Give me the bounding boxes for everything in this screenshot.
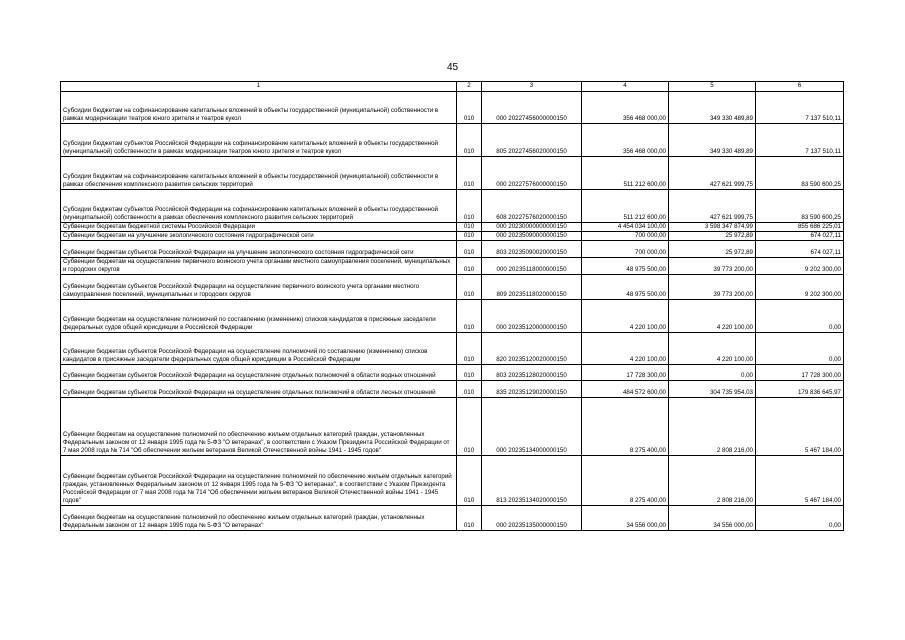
- row-rest: 9 202 300,00: [756, 275, 844, 300]
- row-rest: 83 590 600,25: [756, 157, 844, 190]
- row-exec: 0,00: [669, 365, 756, 381]
- row-name: Субвенции бюджетам субъектов Российской Федерации на осуществление полномочий по составлению (изменению) списков кандидатов в присяжные заседатели федеральных судов общей юрисдикции в Российской Федерации: [61, 333, 457, 365]
- row-rest: 0,00: [756, 300, 844, 333]
- row-rest: 0,00: [756, 333, 844, 365]
- row-rest: 0,00: [756, 506, 844, 531]
- row-kbk: 803 20235090020000150: [482, 241, 582, 258]
- row-name: Субвенции бюджетам субъектов Российской Федерации на улучшение экологического состояния гидрографической сети: [61, 241, 457, 258]
- row-name: Субвенции бюджетам на осуществление полномочий по обеспечению жильем отдельных категорий граждан, установленных Федеральным законом от 12 января 1995 года № 5-ФЗ "О ветеранах", в соответствии с Указом Президента Российской Федерации от 7 мая 2008 года № 714 "Об обеспечении жильем ветеранов Великой Отечественной войны 1941 - 1945 годов": [61, 398, 457, 456]
- page-number: 45: [446, 62, 459, 73]
- row-kbk: 809 20235118020000150: [482, 275, 582, 300]
- row-kbk: 835 20235129020000150: [482, 381, 582, 398]
- row-kbk: 803 20235128020000150: [482, 365, 582, 381]
- row-code: 010: [457, 381, 482, 398]
- row-code: 010: [457, 157, 482, 190]
- row-name: Субвенции бюджетам на осуществление первичного воинского учета органами местного самоуправления поселений, муниципальных и городских округов: [61, 258, 457, 275]
- row-kbk: 000 20235090000000150: [482, 232, 582, 241]
- row-plan: 17 728 300,00: [582, 365, 669, 381]
- row-code: 010: [457, 333, 482, 365]
- row-name: Субвенции бюджетам субъектов Российской Федерации на осуществление отдельных полномочий в области лесных отношений: [61, 381, 457, 398]
- row-kbk: 000 20230000000000150: [482, 223, 582, 232]
- row-name: Субвенции бюджетам субъектов Российской Федерации на осуществление отдельных полномочий в области водных отношений: [61, 365, 457, 381]
- table-row: [61, 157, 844, 190]
- column-header: 1: [61, 82, 457, 92]
- row-kbk: 000 20235134000000150: [482, 398, 582, 456]
- row-kbk: 813 20235134020000150: [482, 456, 582, 506]
- column-header: 2: [457, 82, 482, 92]
- row-rest: 83 590 600,25: [756, 190, 844, 223]
- row-name: Субсидии бюджетам на софинансирование капитальных вложений в объекты государственной (муниципальной) собственности в рамках модернизации театров юного зрителя и театров кукол: [61, 92, 457, 124]
- row-plan: 48 975 500,00: [582, 258, 669, 275]
- table-row: [61, 381, 844, 398]
- row-rest: 855 686 225,01: [756, 223, 844, 232]
- row-code: 010: [457, 223, 482, 232]
- table-row: [61, 232, 844, 241]
- table-row: [61, 258, 844, 275]
- table-row: [61, 124, 844, 157]
- row-code: 010: [457, 232, 482, 241]
- row-plan: 8 275 400,00: [582, 398, 669, 456]
- row-rest: 7 137 510,11: [756, 124, 844, 157]
- row-exec: 34 556 000,00: [669, 506, 756, 531]
- row-kbk: 805 20227456020000150: [482, 124, 582, 157]
- row-exec: 427 621 999,75: [669, 157, 756, 190]
- row-plan: 511 212 600,00: [582, 190, 669, 223]
- row-rest: 17 728 300,00: [756, 365, 844, 381]
- row-plan: 356 468 000,00: [582, 92, 669, 124]
- row-kbk: 000 20227456000000150: [482, 92, 582, 124]
- row-exec: 25 972,89: [669, 232, 756, 241]
- table-row: [61, 275, 844, 300]
- row-code: 010: [457, 365, 482, 381]
- row-code: 010: [457, 92, 482, 124]
- row-exec: 25 972,89: [669, 241, 756, 258]
- row-rest: 5 467 184,00: [756, 398, 844, 456]
- table-row: [61, 398, 844, 456]
- row-plan: 700 000,00: [582, 241, 669, 258]
- row-plan: 700 000,00: [582, 232, 669, 241]
- row-code: 010: [457, 300, 482, 333]
- row-exec: 2 808 216,00: [669, 398, 756, 456]
- row-exec: 349 330 489,89: [669, 124, 756, 157]
- row-kbk: 608 20227576020000150: [482, 190, 582, 223]
- table-row: [61, 300, 844, 333]
- table-row: [61, 365, 844, 381]
- row-exec: 304 735 954,03: [669, 381, 756, 398]
- row-code: 010: [457, 258, 482, 275]
- table-row: [61, 241, 844, 258]
- row-kbk: 000 20227576000000150: [482, 157, 582, 190]
- table-row: [61, 223, 844, 232]
- row-code: 010: [457, 456, 482, 506]
- row-exec: 427 621 999,75: [669, 190, 756, 223]
- row-name: Субвенции бюджетам на осуществление полномочий по составлению (изменению) списков кандидатов в присяжные заседатели федеральных судов общей юрисдикции в Российской Федерации: [61, 300, 457, 333]
- column-header-row: [61, 82, 844, 92]
- column-header: 6: [756, 82, 844, 92]
- row-name: Субсидии бюджетам субъектов Российской Федерации на софинансирование капитальных вложений в объекты государственной (муниципальной) собственности в рамках модернизации театров юного зрителя и театров кукол: [61, 124, 457, 157]
- column-header: 5: [669, 82, 756, 92]
- table-row: [61, 92, 844, 124]
- row-code: 010: [457, 398, 482, 456]
- row-name: Субсидии бюджетам на софинансирование капитальных вложений в объекты государственной (муниципальной) собственности в рамках обеспечения комплексного развития сельских территорий: [61, 157, 457, 190]
- row-exec: 39 773 200,00: [669, 275, 756, 300]
- table-row: [61, 190, 844, 223]
- row-code: 010: [457, 506, 482, 531]
- table-row: [61, 333, 844, 365]
- row-exec: 2 808 216,00: [669, 456, 756, 506]
- row-name: Субвенции бюджетам на улучшение экологического состояния гидрографической сети: [61, 232, 457, 241]
- row-plan: 34 556 000,00: [582, 506, 669, 531]
- row-rest: 674 027,11: [756, 241, 844, 258]
- row-exec: 39 773 200,00: [669, 258, 756, 275]
- row-rest: 9 202 300,00: [756, 258, 844, 275]
- row-plan: 356 468 000,00: [582, 124, 669, 157]
- row-code: 010: [457, 190, 482, 223]
- budget-table: [60, 81, 844, 531]
- row-plan: 511 212 600,00: [582, 157, 669, 190]
- row-code: 010: [457, 241, 482, 258]
- table-row: [61, 456, 844, 506]
- row-name: Субвенции бюджетам субъектов Российской Федерации на осуществление первичного воинского учета органами местного самоуправления поселений, муниципальных и городских округов: [61, 275, 457, 300]
- row-kbk: 820 20235120020000150: [482, 333, 582, 365]
- row-plan: 8 275 400,00: [582, 456, 669, 506]
- row-name: Субвенции бюджетам на осуществление полномочий по обеспечению жильем отдельных категорий граждан, установленных Федеральным законом от 12 января 1995 года № 5-ФЗ "О ветеранах": [61, 506, 457, 531]
- row-code: 010: [457, 275, 482, 300]
- row-plan: 4 220 100,00: [582, 333, 669, 365]
- row-kbk: 000 20235135000000150: [482, 506, 582, 531]
- row-exec: 4 220 100,00: [669, 333, 756, 365]
- row-name: Субвенции бюджетам субъектов Российской Федерации на осуществление полномочий по обеспечению жильем отдельных категорий граждан, установленных Федеральным законом от 12 января 1995 года № 5-ФЗ "О ветеранах", в соответствии с Указом Президента Российской Федерации от 7 мая 2008 года № 714 "Об обеспечении жильем ветеранов Великой Отечественной войны 1941 - 1945 годов": [61, 456, 457, 506]
- column-header: 3: [482, 82, 582, 92]
- row-plan: 4 220 100,00: [582, 300, 669, 333]
- row-rest: 179 836 645,97: [756, 381, 844, 398]
- row-name: Субвенции бюджетам бюджетной системы Российской Федерации: [61, 223, 457, 232]
- table-row: [61, 506, 844, 531]
- row-plan: 4 454 034 100,00: [582, 223, 669, 232]
- row-exec: 3 598 347 874,99: [669, 223, 756, 232]
- row-rest: 5 467 184,00: [756, 456, 844, 506]
- row-kbk: 000 20235118000000150: [482, 258, 582, 275]
- row-name: Субсидии бюджетам субъектов Российской Федерации на софинансирование капитальных вложений в объекты государственной (муниципальной) собственности в рамках обеспечения комплексного развития сельских территорий: [61, 190, 457, 223]
- row-exec: 349 330 489,89: [669, 92, 756, 124]
- row-plan: 48 975 500,00: [582, 275, 669, 300]
- row-rest: 7 137 510,11: [756, 92, 844, 124]
- row-rest: 674 027,11: [756, 232, 844, 241]
- row-plan: 484 572 600,00: [582, 381, 669, 398]
- row-code: 010: [457, 124, 482, 157]
- row-exec: 4 220 100,00: [669, 300, 756, 333]
- column-header: 4: [582, 82, 669, 92]
- row-kbk: 000 20235120000000150: [482, 300, 582, 333]
